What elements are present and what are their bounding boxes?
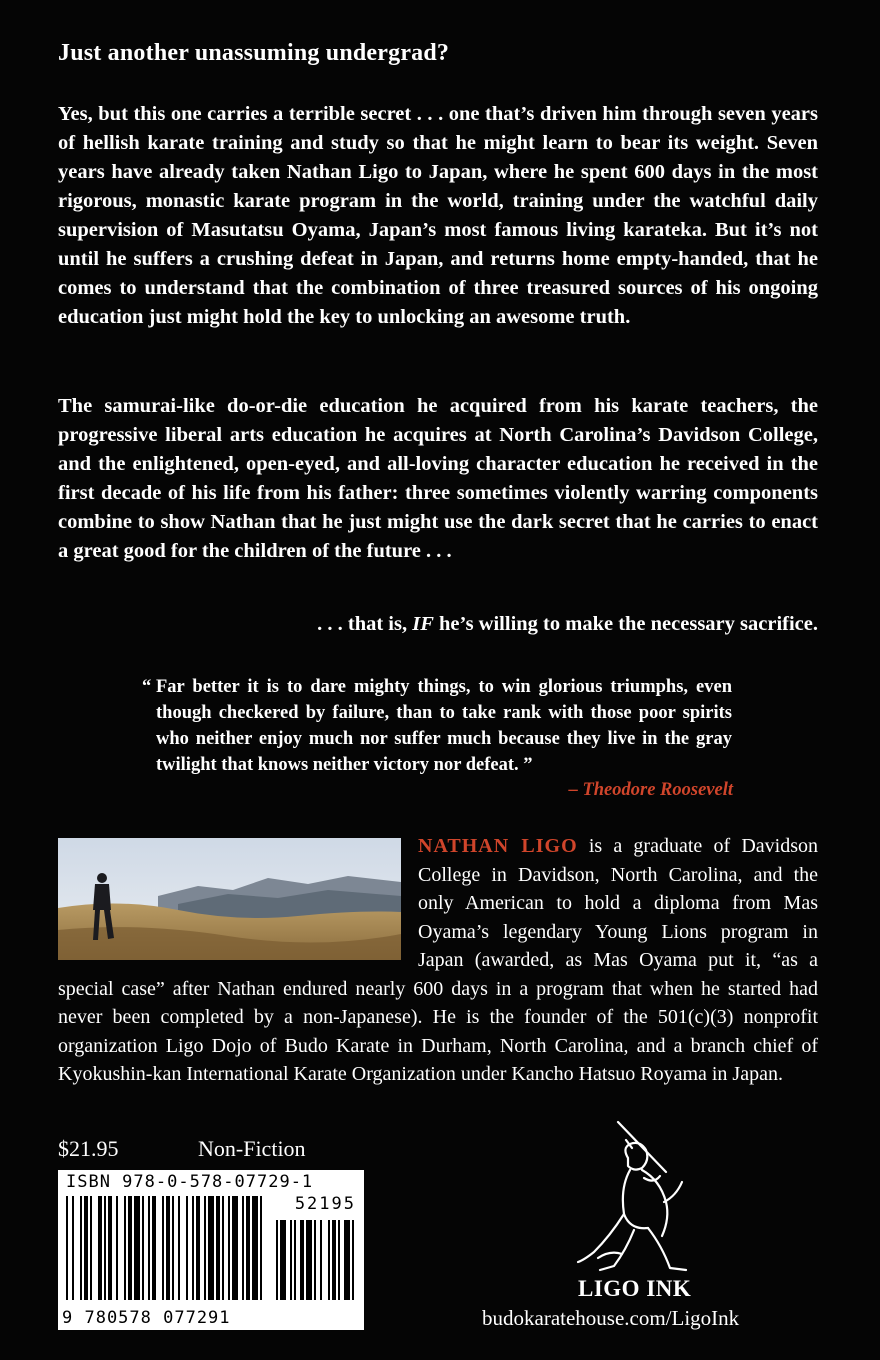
author-name: NATHAN LIGO [418,835,578,857]
barcode-bar [208,1196,214,1300]
barcode-bars [64,1196,358,1308]
barcode-bar [344,1220,350,1300]
isbn-text: ISBN 978-0-578-07729-1 [66,1172,314,1192]
author-bio [58,832,818,1089]
barcode-bar [222,1196,224,1300]
barcode-bar [162,1196,164,1300]
barcode-bar [204,1196,206,1300]
barcode-bar [104,1196,106,1300]
synopsis-paragraph-2: The samurai-like do-or-die education he acquired from his karate teachers, the progressive liberal arts education he acquires at North Carolina’s Davidson College, and the enlightened, open-eyed, and all-loving character education he received in the first decade of his life from his father: three sometimes violently warring components combine to show Nathan that he just might use the dark secret that he carries to enact a great good for the children of the future . . . [58,395,818,562]
publisher-name: LIGO INK [578,1276,692,1301]
barcode-bar [232,1196,238,1300]
barcode-bar [80,1196,82,1300]
isbn-barcode [58,1170,364,1330]
barcode-bar [242,1196,244,1300]
barcode-bar [314,1220,316,1300]
barcode-bar [142,1196,144,1300]
barcode-bar [332,1220,336,1300]
barcode-bar [260,1196,262,1300]
barcode-bar [72,1196,74,1300]
bio-photo-spacer [58,832,418,968]
genre: Non-Fiction [198,1136,306,1161]
price-code: 52195 [294,1194,356,1214]
barcode-bar [166,1196,170,1300]
barcode-bar [290,1220,292,1300]
barcode-bar [338,1220,340,1300]
barcode-bar [320,1220,322,1300]
barcode-bar [66,1196,68,1300]
barcode-bar [352,1220,354,1300]
headline: Just another unassuming undergrad? [58,40,450,66]
barcode-bar [186,1196,188,1300]
barcode-bar [300,1220,304,1300]
bio-text: is a graduate of Davidson College in Davidson, North Carolina, and the only American to hold a diploma from Mas Oyama’s legendary Young Lions program in Japan (awarded, as Mas Oyama put it, “as a special case” after Nathan endured nearly 600 days in a program that when he started had never been completed by a non-Japanese). He is the founder of the 501(c)(3) nonprofit organization Ligo Dojo of Budo Karate in Durham, North Carolina, and a branch chief of Kyokushin-kan International Karate Organization under Kancho Hatsuo Royama in Japan. [58,835,818,1085]
barcode-bar [196,1196,200,1300]
quote-text: Far better it is to dare mighty things, to win glorious triumphs, even though checkered by failure, than to take rank with those poor spirits who neither enjoy much nor suffer much because they live in the gray twilight that knows neither victory nor defeat. ” [156,677,732,775]
barcode-bar [328,1220,330,1300]
barcode-bar [124,1196,126,1300]
conclusion-before: . . . that is, [317,613,413,635]
barcode-bar [246,1196,250,1300]
barcode-bar [84,1196,88,1300]
barcode-bar [172,1196,174,1300]
conclusion-emphasis: IF [412,613,434,635]
barcode-bar [152,1196,156,1300]
barcode-bar [134,1196,140,1300]
price: $21.95 [58,1136,119,1161]
barcode-number: 9 780578 077291 [62,1308,231,1328]
barcode-bar [306,1220,312,1300]
samurai-logo [570,1118,700,1286]
publisher-website: budokaratehouse.com/LigoInk [482,1306,740,1330]
barcode-bar [192,1196,194,1300]
barcode-bar [128,1196,132,1300]
quote-open-mark: “ [142,677,152,697]
barcode-bar [276,1220,278,1300]
conclusion-line [317,610,818,639]
synopsis-paragraph-1: Yes, but this one carries a terrible secret . . . one that’s driven him through seven years of hellish karate training and study so that he might learn to bear its weight. Seven years have already taken Nathan Ligo to Japan, where he spent 600 days in the most rigorous, monastic karate program in the world, training under the watchful daily supervision of Masutatsu Oyama, Japan’s most famous living karateka. But it’s not until he suffers a crushing defeat in Japan, and returns home empty-handed, that he comes to understand that the combination of three treasured sources of his ongoing education just might hold the key to unlocking an awesome truth. [58,103,818,328]
barcode-bar [178,1196,180,1300]
roosevelt-quote [142,674,732,778]
barcode-bar [294,1220,296,1300]
barcode-bar [116,1196,118,1300]
barcode-bar [98,1196,102,1300]
barcode-bar [90,1196,92,1300]
barcode-bar [216,1196,220,1300]
barcode-bar [108,1196,112,1300]
barcode-bar [280,1220,286,1300]
barcode-bar [252,1196,258,1300]
barcode-bar [148,1196,150,1300]
quote-attribution: – Theodore Roosevelt [568,780,733,800]
conclusion-after: he’s willing to make the necessary sacrifice. [433,613,818,635]
barcode-bar [228,1196,230,1300]
